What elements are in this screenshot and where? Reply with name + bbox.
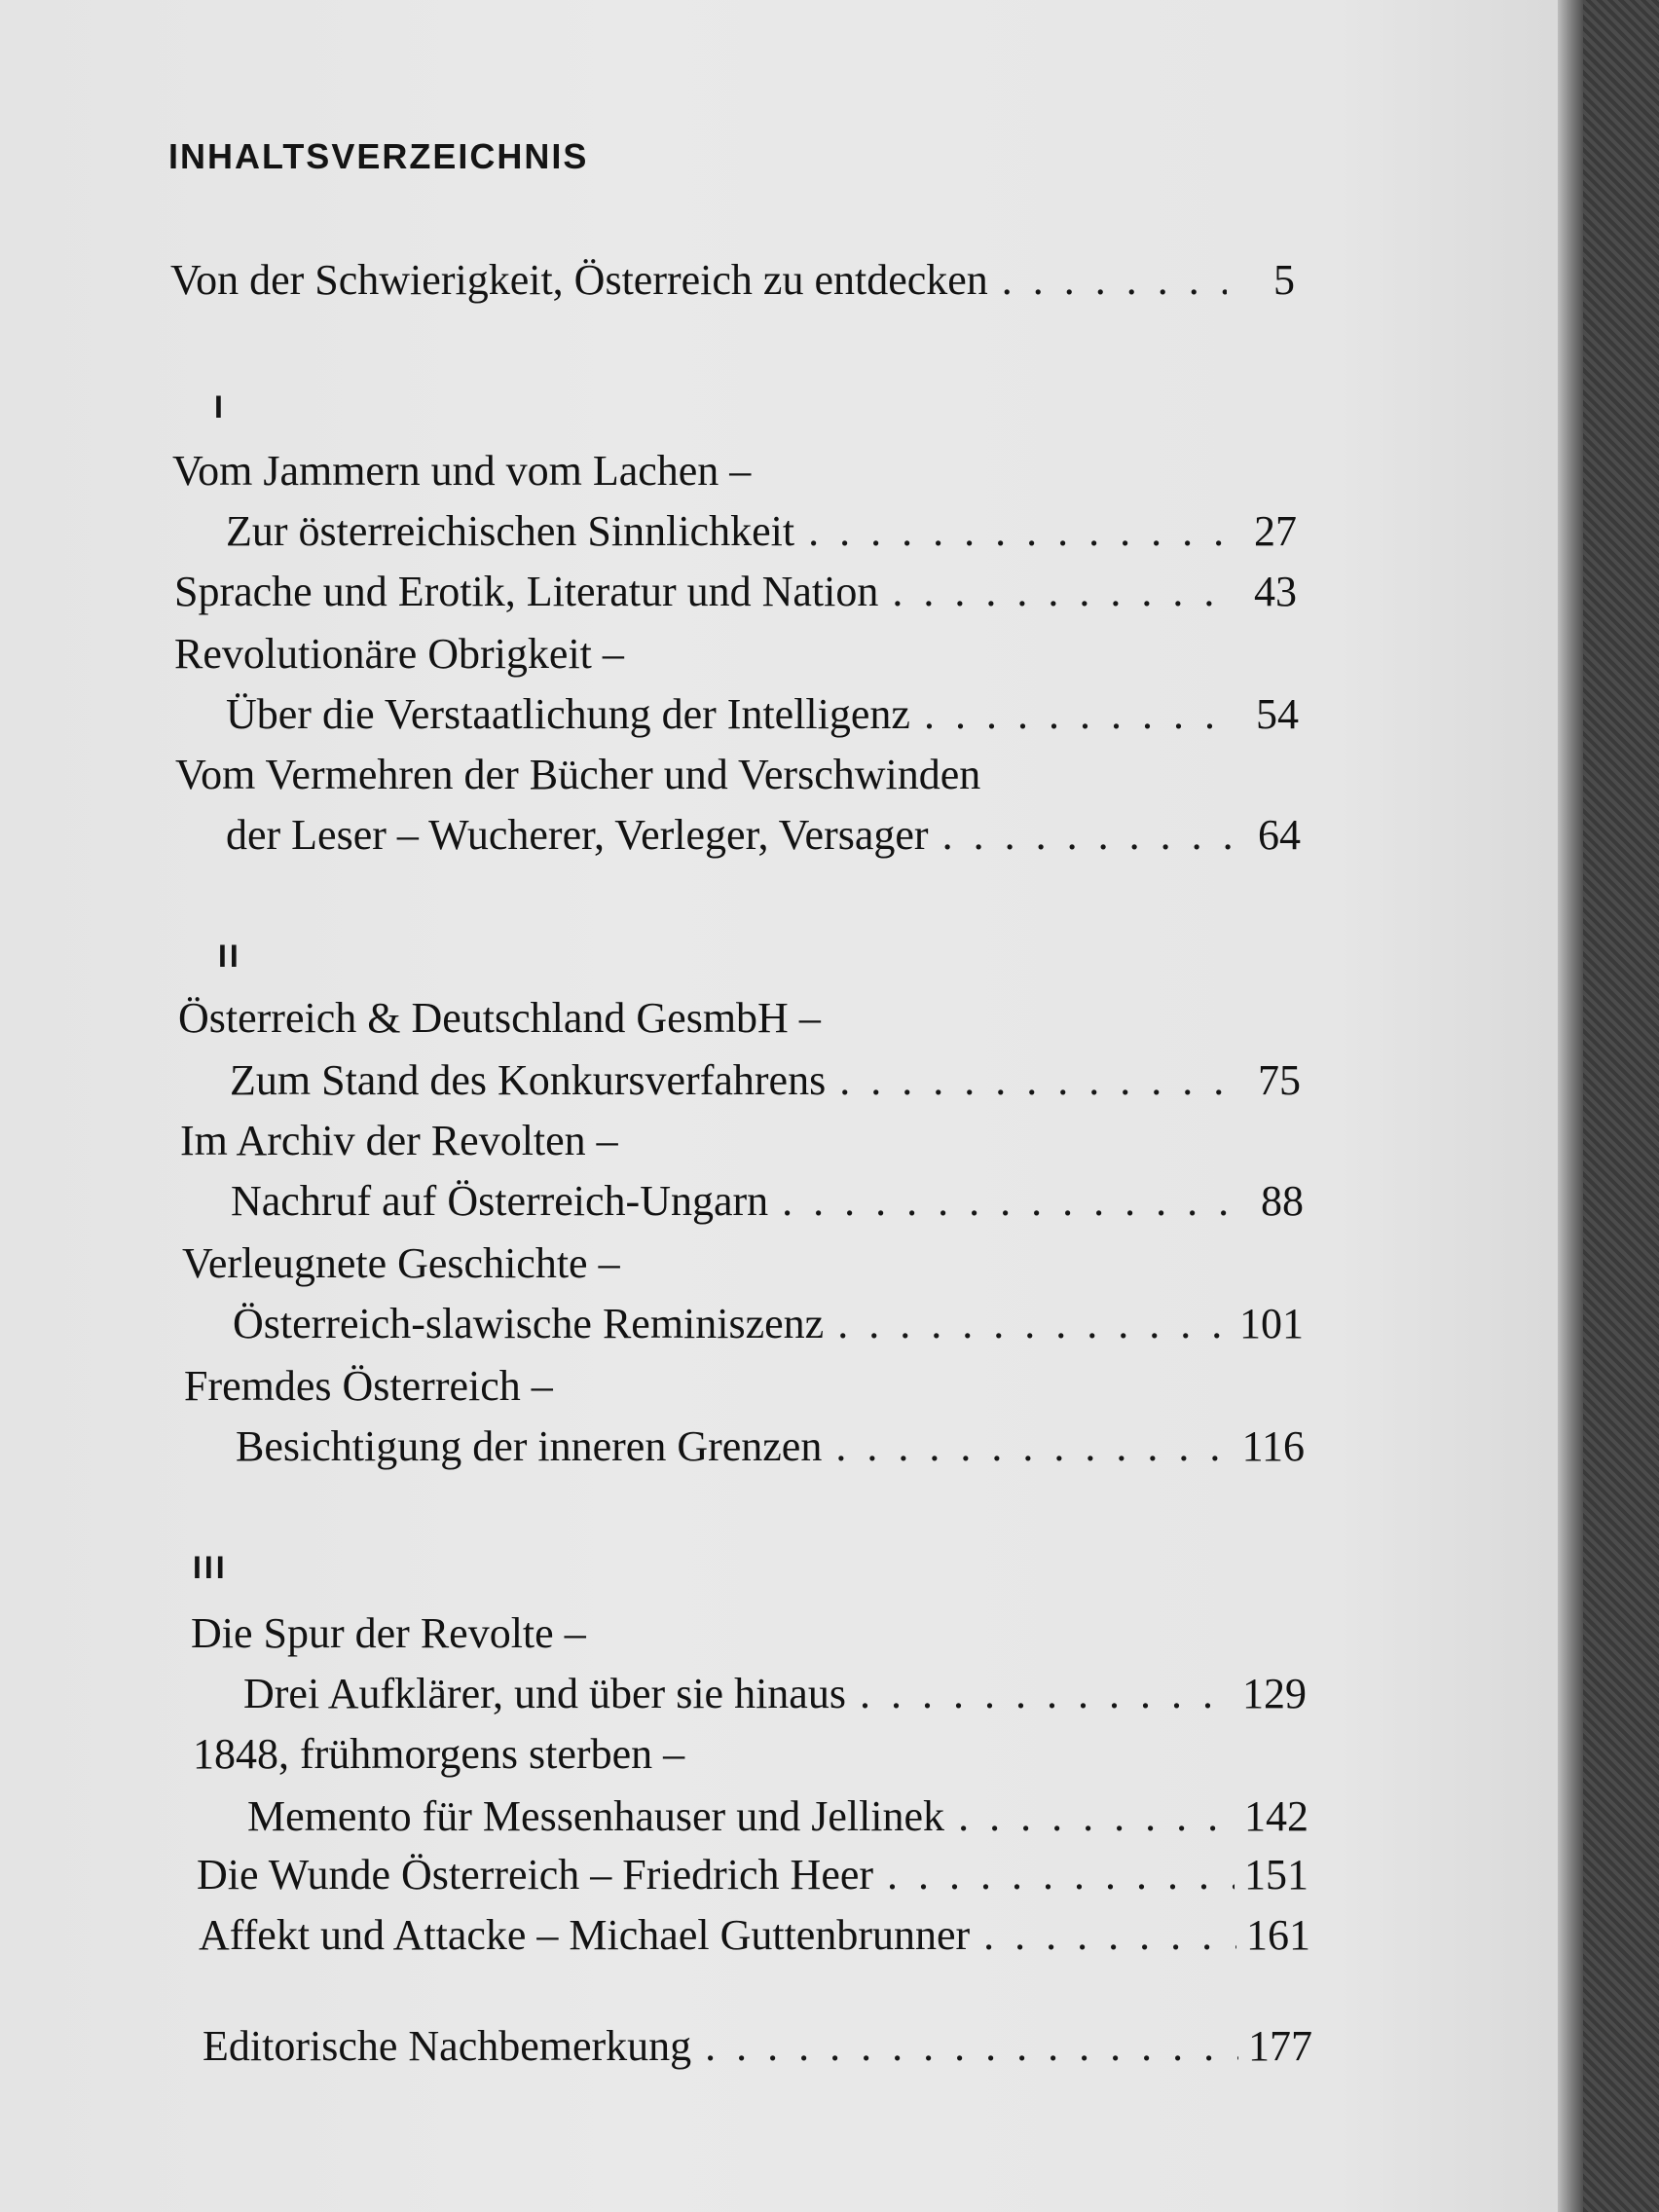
toc-entry-line: [178, 993, 821, 1044]
entry-page: 129: [1242, 1670, 1307, 1717]
leader-dots: [988, 255, 1227, 306]
toc-entry-line: [193, 1729, 684, 1780]
toc-entry-line: [226, 506, 1297, 557]
toc-entry-line: [231, 1176, 1304, 1227]
entry-title: Verleugnete Geschichte –: [182, 1239, 620, 1287]
toc-entry-line: [197, 1850, 1309, 1900]
toc-entry-line: [199, 1910, 1310, 1961]
entry-title: Im Archiv der Revolten –: [180, 1117, 618, 1164]
section-numeral-3: III: [193, 1550, 228, 1585]
entry-page: 54: [1256, 690, 1299, 738]
toc-heading: INHALTSVERZEICHNIS: [168, 136, 589, 176]
toc-entry-line: [236, 1421, 1305, 1472]
toc-entry-line: [191, 1608, 586, 1659]
entry-subtitle: Nachruf auf Österreich-Ungarn: [231, 1177, 769, 1225]
entry-page: 64: [1258, 811, 1301, 859]
entry-title: Sprache und Erotik, Literatur und Nation: [174, 568, 879, 615]
entry-page: 5: [1273, 256, 1295, 304]
toc-entry-epilogue: [203, 2021, 1312, 2072]
entry-title: Vom Jammern und vom Lachen –: [172, 447, 752, 495]
entry-page: 27: [1254, 507, 1297, 555]
toc-entry-line: [226, 810, 1301, 861]
leader-dots: [970, 1910, 1236, 1961]
entry-subtitle: Memento für Messenhauser und Jellinek: [247, 1792, 945, 1840]
entry-title: Von der Schwierigkeit, Österreich zu entdecken: [170, 256, 988, 304]
entry-title: Vom Vermehren der Bücher und Verschwinden: [175, 751, 981, 798]
toc-entry-line: [174, 629, 624, 680]
entry-page: 43: [1254, 568, 1297, 615]
section-numeral-1: I: [214, 389, 226, 424]
toc-entry-line: [172, 446, 751, 497]
entry-subtitle: Besichtigung der inneren Grenzen: [236, 1422, 823, 1470]
toc-entry-prologue: [170, 255, 1295, 306]
entry-title: Fremdes Österreich –: [184, 1362, 553, 1410]
entry-title: Die Wunde Österreich – Friedrich Heer: [197, 1851, 874, 1899]
leader-dots: [873, 1850, 1235, 1900]
entry-title: Die Spur der Revolte –: [191, 1609, 586, 1657]
leader-dots: [826, 1055, 1233, 1106]
leader-dots: [822, 1421, 1232, 1472]
toc-entry-line: [247, 1791, 1309, 1842]
entry-title: Editorische Nachbemerkung: [203, 2022, 692, 2070]
toc-entry-line: [230, 1055, 1301, 1106]
leader-dots: [846, 1669, 1233, 1719]
toc-entry-line: [233, 1299, 1304, 1349]
entry-subtitle: Drei Aufklärer, und über sie hinaus: [243, 1670, 846, 1717]
entry-page: 151: [1244, 1851, 1309, 1899]
entry-subtitle: Österreich-slawische Reminiszenz: [233, 1300, 825, 1347]
entry-subtitle: Zur österreichischen Sinnlichkeit: [226, 507, 795, 555]
entry-title: Affekt und Attacke – Michael Guttenbrunner: [199, 1911, 971, 1959]
leader-dots: [691, 2021, 1238, 2072]
toc-entry-line: [184, 1361, 553, 1412]
entry-page: 142: [1244, 1792, 1309, 1840]
entry-page: 88: [1261, 1177, 1304, 1225]
toc-entry-line: [243, 1669, 1307, 1719]
entry-subtitle: Über die Verstaatlichung der Intelligenz: [226, 690, 910, 738]
leader-dots: [768, 1176, 1235, 1227]
entry-subtitle: Zum Stand des Konkursverfahrens: [230, 1056, 827, 1104]
leader-dots: [929, 810, 1233, 861]
leader-dots: [944, 1791, 1235, 1842]
entry-page: 177: [1248, 2022, 1312, 2070]
toc-entry-line: [174, 567, 1297, 617]
entry-page: 161: [1246, 1911, 1310, 1959]
entry-title: 1848, frühmorgens sterben –: [193, 1730, 685, 1778]
section-numeral-2: II: [218, 939, 241, 974]
leader-dots: [824, 1299, 1230, 1349]
book-spine: [1583, 0, 1659, 2212]
page-edge: [1558, 0, 1583, 2212]
entry-page: 101: [1239, 1300, 1304, 1347]
entry-page: 75: [1258, 1056, 1301, 1104]
leader-dots: [794, 506, 1229, 557]
leader-dots: [878, 567, 1229, 617]
entry-title: Österreich & Deutschland GesmbH –: [178, 994, 821, 1042]
entry-title: Revolutionäre Obrigkeit –: [174, 630, 624, 678]
toc-entry-line: [182, 1238, 620, 1289]
entry-page: 116: [1241, 1422, 1305, 1470]
toc-entry-line: [180, 1116, 618, 1166]
leader-dots: [910, 689, 1231, 740]
toc-entry-line: [175, 750, 980, 800]
toc-entry-line: [226, 689, 1299, 740]
entry-subtitle: der Leser – Wucherer, Verleger, Versager: [226, 811, 929, 859]
